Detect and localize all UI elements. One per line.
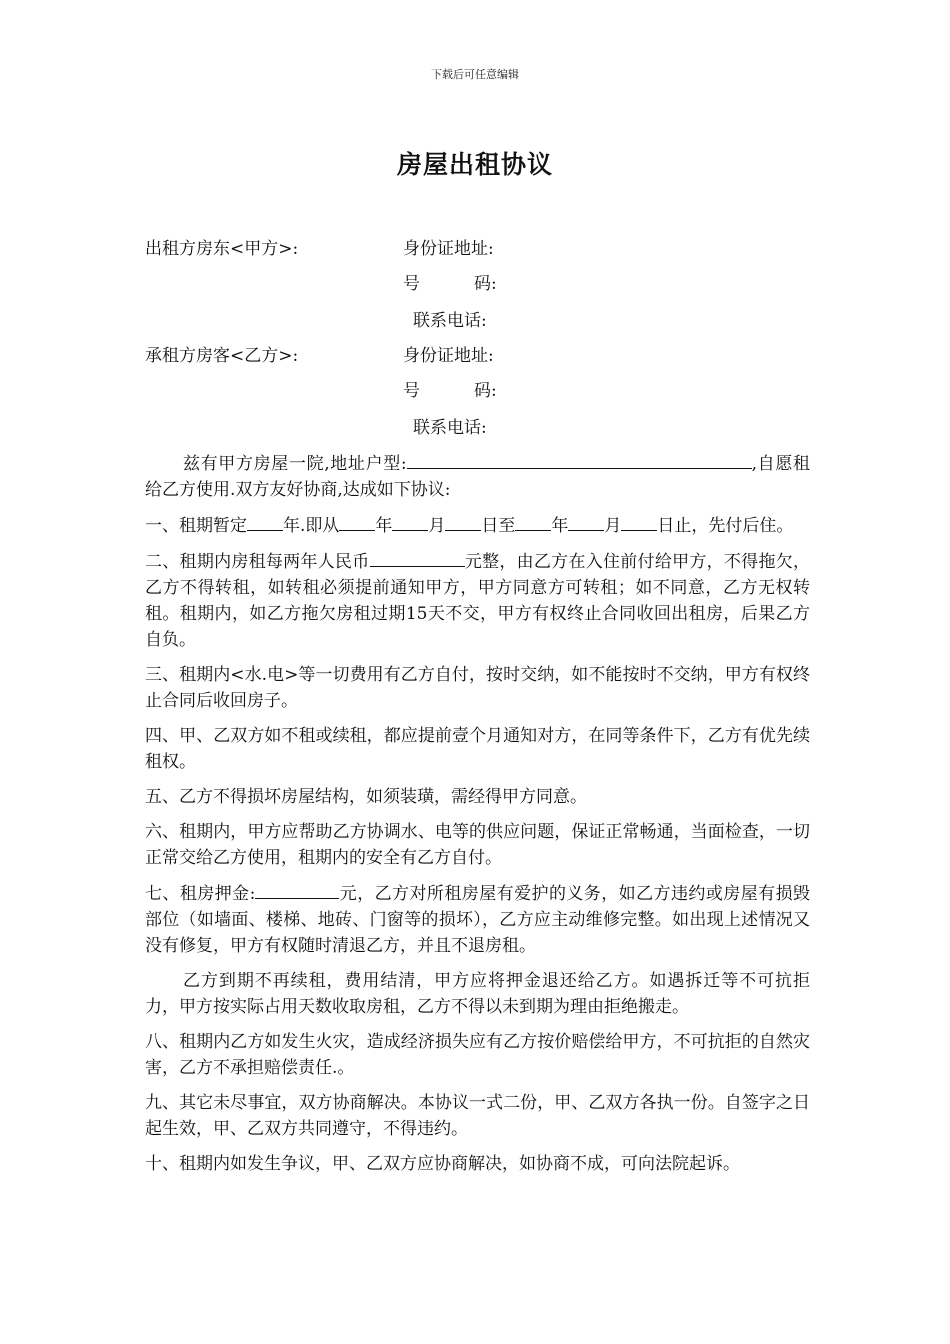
address-blank: [407, 450, 752, 469]
clause-1: [145, 512, 810, 539]
intro-text-3: 自愿租给乙方使用.双方友好协商,达成如下协议:: [145, 454, 810, 500]
clause-4: 四、甲、乙双方如不租或续租，都应提前壹个月通知对方，在同等条件下，乙方有优先续租权。: [145, 726, 810, 772]
tenant-number-label: 号 码:: [403, 381, 497, 401]
clause-6: 六、租期内，甲方应帮助乙方协调水、电等的供应问题，保证正常畅通，当面检查，一切正常交给乙方使用，租期内的安全有乙方自付。: [145, 822, 810, 868]
clause-7-continuation: 乙方到期不再续租，费用结清，甲方应将押金退还给乙方。如遇拆迁等不可抗拒力，甲方按实际占用天数收取房租，乙方不得以未到期为理由拒绝搬走。: [145, 971, 810, 1017]
clause-2-text-a: 二、租期内房租每两年人民币: [145, 552, 370, 572]
clause-1-text-c: 年: [375, 516, 393, 536]
clause-8: 八、租期内乙方如发生火灾，造成经济损失应有乙方按价赔偿给甲方，不可抗拒的自然灾害，乙方不承担赔偿责任.。: [145, 1032, 810, 1078]
clause-5: 五、乙方不得损坏房屋结构，如须装璜，需经得甲方同意。: [145, 787, 587, 807]
clause-1-text-d: 月: [428, 516, 446, 536]
tenant-id-address-label: 身份证地址:: [403, 346, 494, 366]
tenant-label: 承租方房客<乙方>:: [145, 346, 299, 366]
start-month-blank: [392, 512, 428, 531]
clause-2: [145, 548, 810, 653]
tenant-phone-label: 联系电话:: [413, 418, 487, 438]
end-month-blank: [568, 512, 604, 531]
rent-amount-blank: [370, 548, 465, 567]
intro-text-2: ,: [751, 454, 758, 474]
deposit-amount-blank: [255, 880, 339, 899]
end-day-blank: [621, 512, 657, 531]
end-year-blank: [515, 512, 551, 531]
clause-10: 十、租期内如发生争议，甲、乙双方应协商解决，如协商不成，可向法院起诉。: [145, 1154, 740, 1174]
clause-3: 三、租期内<水.电>等一切费用有乙方自付，按时交纳，如不能按时不交纳，甲方有权终止合同后收回房子。: [145, 665, 810, 711]
clause-7: [145, 880, 810, 959]
document-title: 房屋出租协议: [396, 150, 553, 179]
intro-paragraph: [145, 450, 810, 503]
start-year-blank: [339, 512, 375, 531]
clause-7-text-a: 七、租房押金:: [145, 884, 256, 904]
clause-1-text-f: 年: [551, 516, 569, 536]
header-note: 下载后可任意编辑: [431, 68, 519, 81]
agreement-body: [145, 450, 810, 1186]
landlord-number-label: 号 码:: [403, 274, 497, 294]
term-years-blank: [247, 512, 283, 531]
clause-7-text-b: 元，乙方对所租房屋有爱护的义务，如乙方违约或房屋有损毁部位（如墙面、楼梯、地砖、门窗等的损坏），乙方应主动维修完整。如出现上述情况又没有修复，甲方有权随时清退乙方，并且不退房租。: [145, 884, 810, 956]
clause-1-text-a: 一、租期暂定: [145, 516, 247, 536]
intro-text-1: 兹有甲方房屋一院,地址户型:: [183, 454, 407, 474]
landlord-label: 出租方房东<甲方>:: [145, 239, 299, 259]
clause-9: 九、其它未尽事宜，双方协商解决。本协议一式二份，甲、乙双方各执一份。自签字之日起生效，甲、乙双方共同遵守，不得违约。: [145, 1093, 810, 1139]
clause-1-text-h: 日止，先付后住。: [657, 516, 794, 536]
clause-1-text-g: 月: [604, 516, 622, 536]
clause-1-text-e: 日至: [481, 516, 516, 536]
clause-2-text-b: 元整，由乙方在入住前付给甲方，不得拖欠，乙方不得转租，如转租必须提前通知甲方，甲方同意方可转租；如不同意，乙方无权转租。租期内，如乙方拖欠房租过期15天不交，甲方有权终止合同收回出租房，后果乙方自负。: [145, 552, 811, 650]
start-day-blank: [445, 512, 481, 531]
landlord-id-address-label: 身份证地址:: [403, 239, 494, 259]
landlord-phone-label: 联系电话:: [413, 311, 487, 331]
clause-1-text-b: 年.即从: [283, 516, 340, 536]
